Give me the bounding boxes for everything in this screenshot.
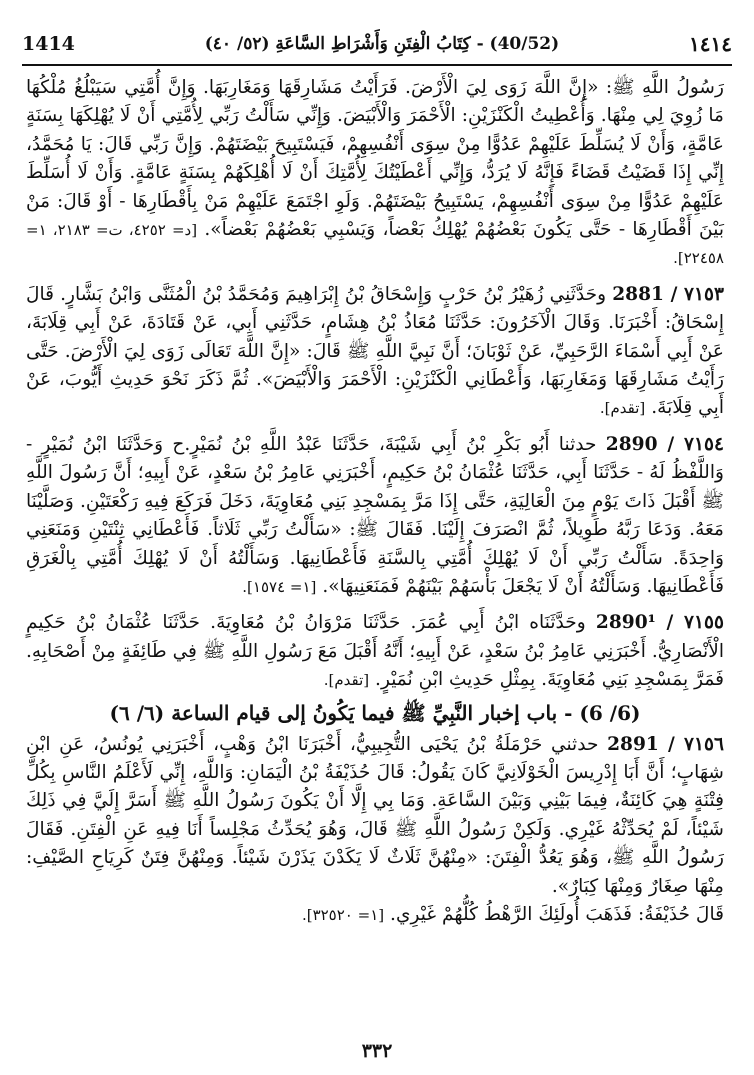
hadith-text: رَسُولُ اللَّهِ ﷺ: «إِنَّ اللَّهَ زَوَى لِيَ الْأَرْضَ. فَرَأَيْتُ مَشَارِقَهَا وَمَغَارِبَهَا. وَإِنَّ أُمَّتِي سَيَبْلُغُ مُلْكُهَا مَا زُوِيَ لِي مِنْهَا. وَأُعْطِيتُ الْكَنْزَيْنِ: الْأَحْمَرَ وَالْأَبْيَضَ. وَإِنِّي سَأَلْتُ رَبِّي لِأُمَّتِي أَنْ لَا يُهْلِكَهَا بِسَنَةٍ عَامَّةٍ، وَأَنْ لَا يُسَلِّطَ عَلَيْهِمْ عَدُوًّا مِنْ سِوَى أَنْفُسِهِمْ، فَيَسْتَبِيحَ بَيْضَتَهُمْ. وَإِنَّ رَبِّي قَالَ: يَا مُحَمَّدُ، إِنِّي إِذَا قَضَيْتُ قَضَاءً فَإِنَّهُ لَا يُرَدُّ، وَإِنِّي أَعْطَيْتُكَ لِأُمَّتِكَ أَنْ لَا أُهْلِكَهُمْ بِسَنَةٍ عَامَّةٍ. وَأَنْ لَا أُسَلِّطَ عَلَيْهِمْ عَدُوًّا مِنْ سِوَى أَنْفُسِهِمْ، يَسْتَبِيحُ بَيْضَتَهُمْ. وَلَوِ اجْتَمَعَ عَلَيْهِمْ مَنْ بِأَقْطَارِهَا - أَوْ قَالَ: مَنْ بَيْنَ أَقْطَارِهَا - حَتَّى يَكُونَ بَعْضُهُمْ يُهْلِكُ بَعْضاً، وَيَسْبِي بَعْضُهُمْ بَعْضاً». xyxy=(26,77,724,241)
hadith-paragraph xyxy=(26,901,724,929)
running-title: (40/52) - كِتَابُ الْفِتَنِ وَأَشْرَاطِ السَّاعَةِ (٥٢/ ٤٠) xyxy=(204,34,560,54)
hadith-paragraph xyxy=(26,281,724,423)
hadith-paragraph xyxy=(26,731,724,901)
hadith-reference: [١= ١٥٧٤]. xyxy=(242,577,317,596)
hadith-text: قَالَ حُذَيْفَةُ: فَذَهَبَ أُولَئِكَ الرَّهْطُ كُلُّهُمْ غَيْرِي. xyxy=(390,903,724,925)
hadith-text: حدثنا أَبُو بَكْرِ بْنُ أَبِي شَيْبَةَ، حَدَّثَنَا عَبْدُ اللَّهِ بْنُ نُمَيْرٍ.ح وَحَدَّثَنَا ابْنُ نُمَيْرٍ - وَاللَّفْظُ لَهُ - حَدَّثَنَا أَبِي، حَدَّثَنَا عُثْمَانُ بْنُ حَكِيمٍ، أَخْبَرَنِي عَامِرُ بْنُ سَعْدٍ، عَنْ أَبِيهِ؛ أَنَّ رَسُولَ اللَّهِ ﷺ أَقْبَلَ ذَاتَ يَوْمٍ مِنَ الْعَالِيَةِ، حَتَّى إِذَا مَرَّ بِمَسْجِدِ بَنِي مُعَاوِيَةَ، دَخَلَ فَرَكَعَ فِيهِ رَكْعَتَيْنِ. وَصَلَّيْنَا مَعَهُ. وَدَعَا رَبَّهُ طَوِيلاً، ثُمَّ انْصَرَفَ إِلَيْنَا. فَقَالَ ﷺ: «سَأَلْتُ رَبِّي ثَلَاثاً. فَأَعْطَانِي ثِنْتَيْنِ وَمَنَعَنِي وَاحِدَةً. سَأَلْتُ رَبِّي أَنْ لَا يُهْلِكَ أُمَّتِي بِالسَّنَةِ فَأَعْطَانِيهَا. وَسَأَلْتُهُ أَنْ لَا يُهْلِكَ أُمَّتِي بِالْغَرَقِ فَأَعْطَانِيهَا. وَسَأَلْتُهُ أَنْ لَا يَجْعَلَ بَأْسَهُمْ بَيْنَهُمْ فَمَنَعَنِيهَا». xyxy=(26,433,724,597)
chapter-heading: (6/ 6) - باب إخبار النَّبِيِّ ﷺ فيما يَكُونُ إلى قيام الساعة (٦/ ٦) xyxy=(109,700,641,725)
hadith-reference: [١= ٣٢٥٢٠]. xyxy=(301,905,385,924)
hadith-reference: [د= ٤٢٥٢، ت= ٢١٨٣، ١= ٢٢٤٥٨]. xyxy=(26,221,724,268)
page-number-arabic: ١٤١٤ xyxy=(689,32,732,56)
hadith-reference: [تقدم]. xyxy=(599,399,646,418)
hadith-number: ٧١٥٤ / 2890 xyxy=(605,433,724,455)
hadith-text: وحَدَّثَنَاه ابْنُ أَبِي عُمَرَ. حَدَّثَنَا مَرْوَانُ بْنُ مُعَاوِيَةَ. حَدَّثَنَا عُثْمَانُ بْنُ حَكِيمٍ الْأَنْصَارِيُّ. أَخْبَرَنِي عَامِرُ بْنُ سَعْدٍ، عَنْ أَبِيهِ؛ أَنَّهُ أَقْبَلَ مَعَ رَسُولِ اللَّهِ ﷺ فِي طَائِفَةٍ مِنْ أَصْحَابِهِ. فَمَرَّ بِمَسْجِدِ بَنِي مُعَاوِيَةَ. بِمِثْلِ حَدِيثِ ابْنِ نُمَيْرٍ. xyxy=(26,612,724,691)
hadith-reference: [تقدم]. xyxy=(323,671,370,690)
hadith-paragraph xyxy=(26,609,724,694)
footer-page-number: ٣٣٢ xyxy=(361,1040,393,1062)
hadith-number: ٧١٥٥ / 2890¹ xyxy=(595,612,724,634)
page-number-latin: 1414 xyxy=(22,33,75,55)
hadith-number: ٧١٥٦ / 2891 xyxy=(607,733,724,755)
hadith-text: وحَدَّثَنِي زُهَيْرُ بْنُ حَرْبٍ وَإِسْحَاقُ بْنُ إِبْرَاهِيمَ وَمُحَمَّدُ بْنُ الْمُثَنَّى وَابْنُ بَشَّارٍ. قَالَ إِسْحَاقُ: أَخْبَرَنَا. وَقَالَ الْآخَرُونَ: حَدَّثَنَا مُعَاذُ بْنُ هِشَامٍ، حَدَّثَنِي أَبِي، عَنْ قَتَادَةَ، عَنْ أَبِي قِلَابَةَ، عَنْ أَبِي أَسْمَاءَ الرَّحَبِيِّ، عَنْ ثَوْبَانَ؛ أَنَّ نَبِيَّ اللَّهِ ﷺ قَالَ: «إِنَّ اللَّهَ تَعَالَى زَوَى لِيَ الْأَرْضَ. حَتَّى رَأَيْتُ مَشَارِقَهَا وَمَغَارِبَهَا، وَأَعْطَانِي الْكَنْزَيْنِ: الْأَحْمَرَ وَالْأَبْيَضَ». ثُمَّ ذَكَرَ نَحْوَ حَدِيثِ أَيُّوبَ، عَنْ أَبِي قِلَابَةَ. xyxy=(26,283,724,419)
hadith-text: حدثني حَرْمَلَةُ بْنُ يَحْيَى التُّجِيبِيُّ، أَخْبَرَنَا ابْنُ وَهْبٍ، أَخْبَرَنِي يُونُسُ، عَنِ ابْنِ شِهَابٍ؛ أَنَّ أَبَا إِدْرِيسَ الْخَوْلَانِيَّ كَانَ يَقُولُ: قَالَ حُذَيْفَةُ بْنُ الْيَمَانِ: وَاللَّهِ، إِنِّي لَأَعْلَمُ النَّاسِ بِكُلِّ فِتْنَةٍ هِيَ كَائِنَةٌ، فِيمَا بَيْنِي وَبَيْنَ السَّاعَةِ. وَمَا بِي إِلَّا أَنْ يَكُونَ رَسُولُ اللَّهِ ﷺ أَسَرَّ إِلَيَّ فِي ذَلِكَ شَيْئاً، لَمْ يُحَدِّثْهُ غَيْرِي. وَلَكِنْ رَسُولُ اللَّهِ ﷺ قَالَ، وَهُوَ يُحَدِّثُ مَجْلِساً أَنَا فِيهِ عَنِ الْفِتَنِ. فَقَالَ رَسُولُ اللَّهِ ﷺ، وَهُوَ يَعُدُّ الْفِتَنَ: «مِنْهُنَّ ثَلَاثٌ لَا يَكَدْنَ يَذَرْنَ شَيْئاً. وَمِنْهُنَّ فِتَنٌ كَرِيَاحِ الصَّيْفِ: مِنْهَا صِغَارٌ وَمِنْهَا كِبَارٌ». xyxy=(26,733,724,897)
page-body xyxy=(26,74,724,929)
page-header xyxy=(22,24,732,66)
hadith-number: ٧١٥٣ / 2881 xyxy=(612,283,724,305)
hadith-paragraph xyxy=(26,431,724,601)
hadith-paragraph xyxy=(26,74,724,273)
